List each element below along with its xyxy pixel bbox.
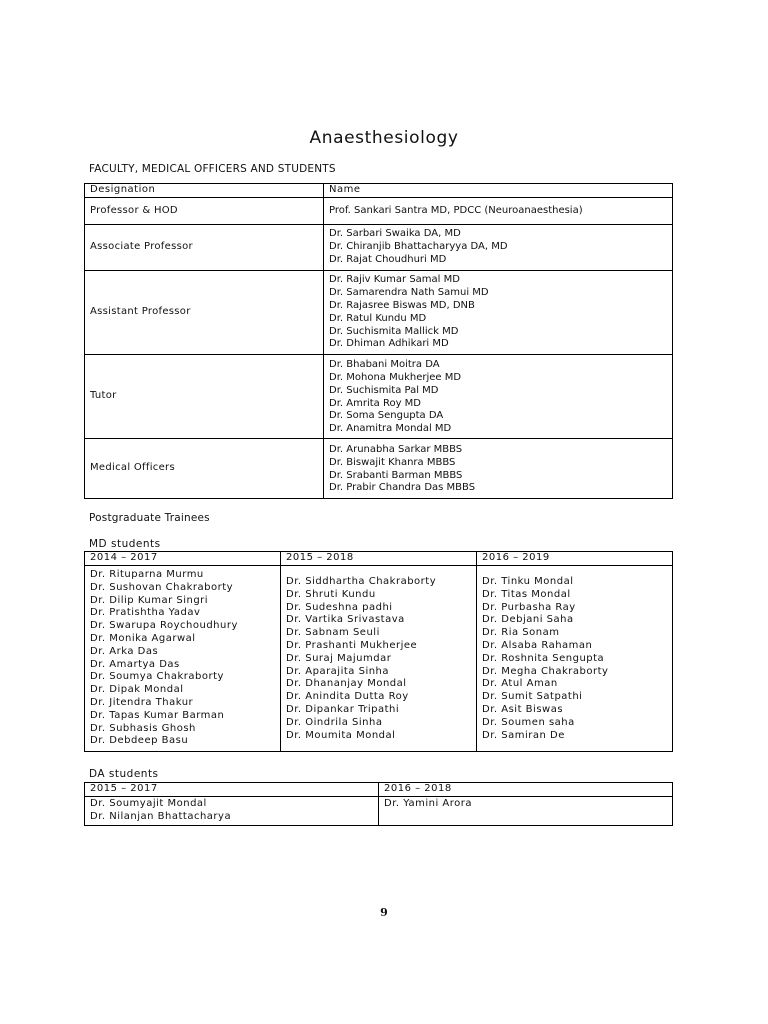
student-entry: Dr. Vartika Srivastava [286, 614, 405, 626]
name-entry: Dr. Anamitra Mondal MD [329, 423, 452, 435]
batch-column [85, 797, 379, 826]
names-cell [324, 198, 673, 225]
designation-cell: Medical Officers [85, 438, 324, 498]
student-entry: Dr. Siddhartha Chakraborty [286, 576, 437, 587]
student-entry: Dr. Tinku Mondal [482, 576, 574, 587]
faculty-table [84, 183, 673, 499]
student-entry: Dr. Arka Das [90, 645, 159, 657]
student-entry: Dr. Asit Biswas [482, 703, 564, 715]
names-cell [324, 225, 673, 271]
name-entry: Dr. Samarendra Nath Samui MD [329, 287, 489, 299]
md-students-heading: MD students [89, 538, 161, 550]
da-students-table [84, 782, 673, 826]
table-row [85, 566, 673, 752]
student-entry: Dr. Subhasis Ghosh [90, 722, 196, 734]
table-header-row [85, 552, 673, 566]
student-entry: Dr. Purbasha Ray [482, 601, 576, 613]
name-entry: Dr. Sarbari Swaika DA, MD [329, 228, 461, 239]
name-entry: Dr. Mohona Mukherjee MD [329, 371, 462, 383]
column-header: Name [324, 184, 673, 198]
student-entry: Dr. Amartya Das [90, 658, 180, 670]
student-entry: Dr. Nilanjan Bhattacharya [90, 810, 232, 822]
student-entry: Dr. Prashanti Mukherjee [286, 639, 418, 651]
column-header: 2016 – 2018 [379, 783, 673, 797]
student-entry: Dr. Debdeep Basu [90, 735, 189, 747]
student-entry: Dr. Anindita Dutta Roy [286, 691, 409, 703]
page-title: Anaesthesiology [309, 128, 459, 148]
student-entry: Dr. Dipak Mondal [90, 684, 184, 696]
student-entry: Dr. Samiran De [482, 729, 565, 741]
md-students-table [84, 551, 673, 752]
student-entry: Dr. Yamini Arora [384, 798, 473, 809]
designation-cell: Professor & HOD [85, 198, 324, 225]
batch-column [85, 566, 281, 752]
name-entry: Dr. Suchismita Mallick MD [329, 325, 459, 337]
designation-cell: Tutor [85, 355, 324, 439]
student-entry: Dr. Tapas Kumar Barman [90, 709, 225, 721]
student-entry: Dr. Shruti Kundu [286, 588, 376, 600]
name-entry: Dr. Bhabani Moitra DA [329, 359, 440, 371]
student-entry: Dr. Alsaba Rahaman [482, 639, 593, 651]
student-entry: Dr. Dilip Kumar Singri [90, 594, 209, 606]
student-entry: Dr. Sudeshna padhi [286, 601, 393, 613]
name-entry: Dr. Rajasree Biswas MD, DNB [329, 299, 475, 311]
student-entry: Dr. Roshnita Sengupta [482, 652, 605, 664]
student-entry: Dr. Atul Aman [482, 678, 558, 690]
name-entry: Dr. Prabir Chandra Das MBBS [329, 482, 476, 494]
table-header-row [85, 184, 673, 198]
batch-column [281, 566, 477, 752]
name-entry: Dr. Chiranjib Bhattacharyya DA, MD [329, 240, 508, 252]
column-header: 2014 – 2017 [85, 552, 281, 566]
student-entry: Dr. Sushovan Chakraborty [90, 581, 234, 593]
name-entry: Dr. Suchismita Pal MD [329, 384, 439, 396]
student-entry: Dr. Sumit Satpathi [482, 691, 583, 703]
student-entry: Dr. Soumen saha [482, 716, 575, 728]
name-entry: Dr. Srabanti Barman MBBS [329, 469, 463, 481]
table-row [85, 198, 673, 225]
designation-cell: Associate Professor [85, 225, 324, 271]
student-entry: Dr. Aparajita Sinha [286, 665, 390, 677]
name-entry: Dr. Amrita Roy MD [329, 397, 421, 409]
batch-column [477, 566, 673, 752]
student-entry: Dr. Megha Chakraborty [482, 665, 609, 677]
student-entry: Dr. Jitendra Thakur [90, 696, 194, 708]
student-entry: Dr. Dhananjay Mondal [286, 678, 407, 690]
student-entry: Dr. Swarupa Roychoudhury [90, 620, 238, 632]
table-row [85, 438, 673, 498]
student-entry: Dr. Soumyajit Mondal [90, 798, 207, 809]
name-entry: Dr. Rajat Choudhuri MD [329, 253, 447, 265]
batch-column [379, 797, 673, 826]
table-row [85, 225, 673, 271]
student-entry: Dr. Debjani Saha [482, 614, 574, 626]
table-header-row [85, 783, 673, 797]
name-entry: Dr. Biswajit Khanra MBBS [329, 456, 456, 468]
student-entry: Dr. Soumya Chakraborty [90, 671, 224, 683]
column-header: 2016 – 2019 [477, 552, 673, 566]
column-header: 2015 – 2017 [85, 783, 379, 797]
student-entry: Dr. Ria Sonam [482, 627, 560, 639]
postgraduate-heading: Postgraduate Trainees [89, 512, 210, 524]
table-row [85, 355, 673, 439]
section-heading: FACULTY, MEDICAL OFFICERS AND STUDENTS [89, 163, 336, 175]
names-cell [324, 355, 673, 439]
student-entry: Dr. Pratishtha Yadav [90, 607, 201, 619]
names-cell [324, 438, 673, 498]
student-entry: Dr. Titas Mondal [482, 588, 571, 600]
name-entry: Dr. Rajiv Kumar Samal MD [329, 274, 460, 286]
column-header: Designation [85, 184, 324, 198]
student-entry: Dr. Rituparna Murmu [90, 569, 204, 580]
page-number: 9 [380, 906, 388, 919]
student-entry: Dr. Suraj Majumdar [286, 652, 392, 664]
designation-cell: Assistant Professor [85, 271, 324, 355]
column-header: 2015 – 2018 [281, 552, 477, 566]
student-entry: Dr. Oindrila Sinha [286, 716, 383, 728]
table-row [85, 797, 673, 826]
student-entry: Dr. Sabnam Seuli [286, 627, 380, 639]
names-cell [324, 271, 673, 355]
student-entry: Dr. Monika Agarwal [90, 632, 196, 644]
student-entry: Dr. Moumita Mondal [286, 729, 396, 741]
da-students-heading: DA students [89, 768, 159, 780]
name-entry: Prof. Sankari Santra MD, PDCC (Neuroanaesthesia) [329, 204, 583, 216]
name-entry: Dr. Arunabha Sarkar MBBS [329, 443, 463, 455]
name-entry: Dr. Ratul Kundu MD [329, 312, 427, 324]
student-entry: Dr. Dipankar Tripathi [286, 703, 400, 715]
table-row [85, 271, 673, 355]
name-entry: Dr. Dhiman Adhikari MD [329, 338, 449, 350]
name-entry: Dr. Soma Sengupta DA [329, 410, 444, 422]
